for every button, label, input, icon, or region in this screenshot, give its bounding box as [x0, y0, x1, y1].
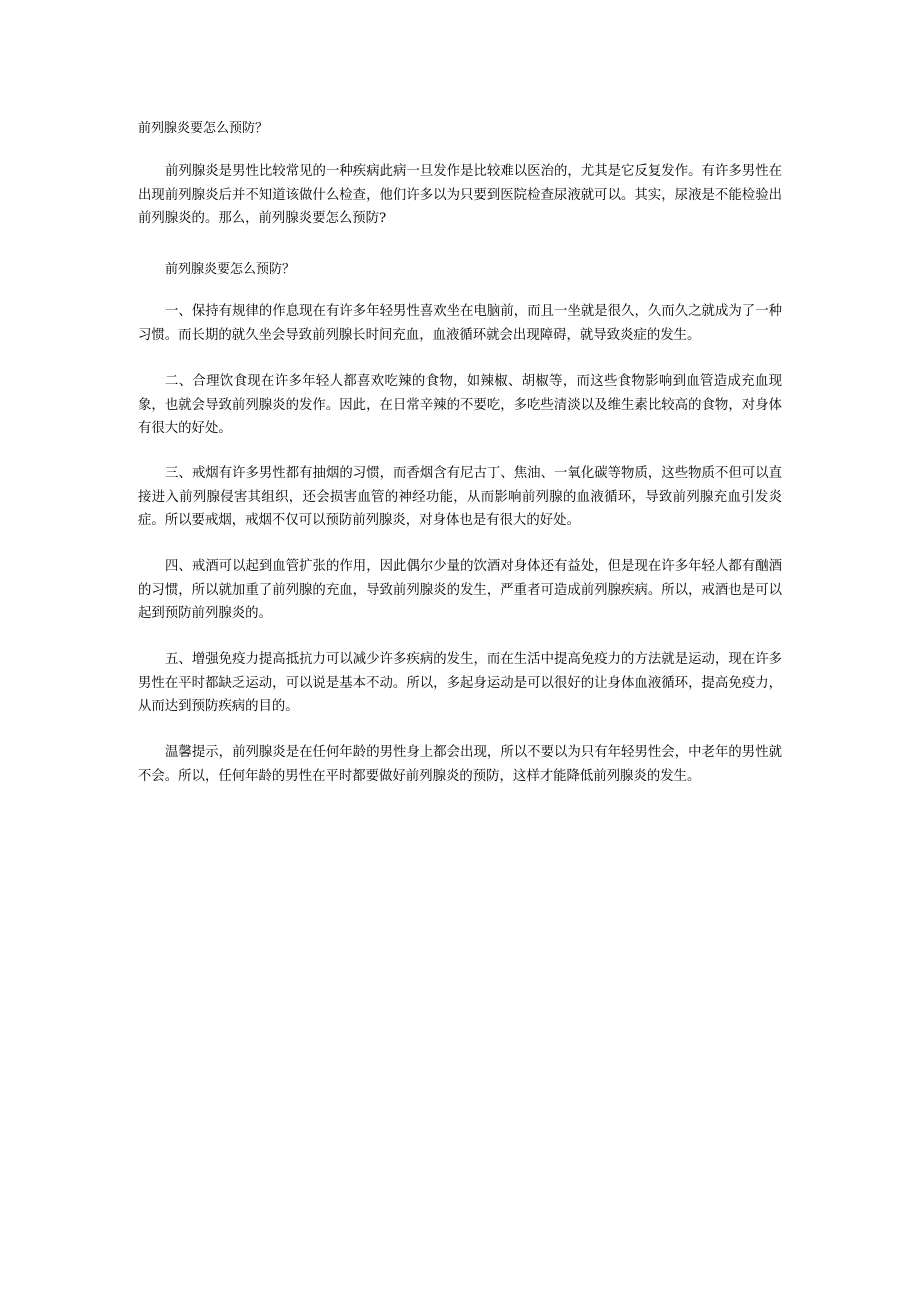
intro-paragraph: 前列腺炎是男性比较常见的一种疾病此病一旦发作是比较难以医治的，尤其是它反复发作。有许多男性在出现前列腺炎后并不知道该做什么检查，他们许多以为只要到医院检查尿液就可以。其实，尿液是不能检验出前列腺炎的。那么，前列腺炎要怎么预防?	[138, 164, 782, 226]
warm-tip-paragraph: 温馨提示，前列腺炎是在任何年龄的男性身上都会出现，所以不要以为只有年轻男性会，中老年的男性就不会。所以，任何年龄的男性在平时都要做好前列腺炎的预防，这样才能降低前列腺炎的发生。	[138, 745, 782, 784]
point-paragraph-4: 四、戒酒可以起到血管扩张的作用，因此偶尔少量的饮酒对身体还有益处，但是现在许多年轻人都有酗酒的习惯，所以就加重了前列腺的充血，导致前列腺炎的发生，严重者可造成前列腺疾病。所以，戒酒也是可以起到预防前列腺炎的。	[138, 559, 782, 621]
section-heading: 前列腺炎要怎么预防？	[165, 262, 296, 277]
document-title: 前列腺炎要怎么预防？	[138, 121, 269, 136]
point-paragraph-1: 一、保持有规律的作息现在有许多年轻男性喜欢坐在电脑前，而且一坐就是很久，久而久之就成为了一种习惯。而长期的就久坐会导致前列腺长时间充血，血液循环就会出现障碍，就导致炎症的发生。	[138, 304, 782, 343]
point-paragraph-2: 二、合理饮食现在许多年轻人都喜欢吃辣的食物，如辣椒、胡椒等，而这些食物影响到血管造成充血现象，也就会导致前列腺炎的发作。因此，在日常辛辣的不要吃，多吃些清淡以及维生素比较高的食物，对身体有很大的好处。	[138, 374, 782, 436]
point-paragraph-5: 五、增强免疫力提高抵抗力可以减少许多疾病的发生，而在生活中提高免疫力的方法就是运动，现在许多男性在平时都缺乏运动，可以说是基本不动。所以，多起身运动是可以很好的让身体血液循环，提高免疫力，从而达到预防疾病的目的。	[138, 652, 782, 714]
point-paragraph-3: 三、戒烟有许多男性都有抽烟的习惯，而香烟含有尼古丁、焦油、一氧化碳等物质，这些物质不但可以直接进入前列腺侵害其组织，还会损害血管的神经功能，从而影响前列腺的血液循环，导致前列腺充血引发炎症。所以要戒烟，戒烟不仅可以预防前列腺炎，对身体也是有很大的好处。	[138, 466, 782, 528]
